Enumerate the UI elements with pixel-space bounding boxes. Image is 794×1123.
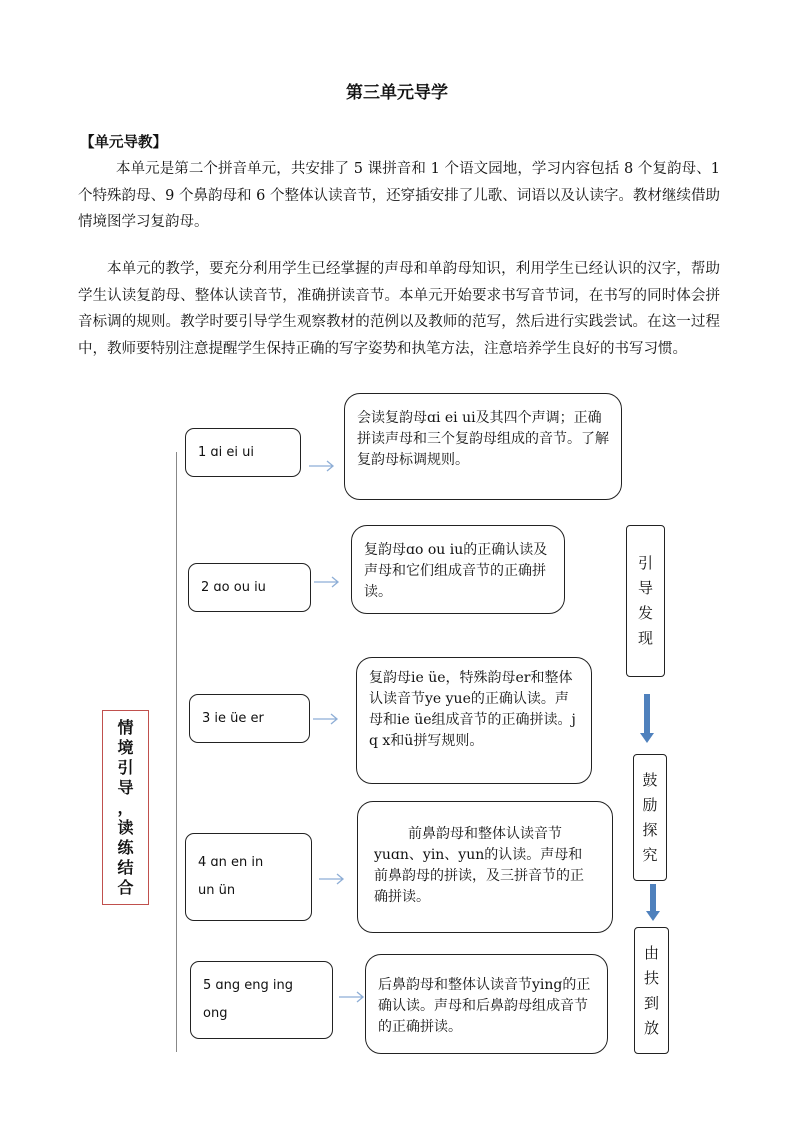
stage-char: 导	[637, 579, 653, 597]
vertical-char: 合	[117, 877, 134, 897]
arrow-right-icon	[308, 459, 336, 473]
vertical-char: 引	[117, 757, 134, 777]
stage-char: 探	[642, 820, 658, 839]
lesson-box-3	[189, 694, 310, 743]
arrow-right-icon	[313, 575, 341, 589]
stage-box-3	[634, 927, 669, 1054]
stage-char: 发	[637, 604, 653, 622]
desc-box-2: 复韵母ɑo ou iu的正确认读及声母和它们组成音节的正确拼读。	[351, 525, 565, 614]
stage-char: 由	[643, 943, 659, 962]
vertical-char: ，	[117, 797, 134, 817]
stage-char: 鼓	[642, 770, 658, 789]
arrow-right-icon	[338, 990, 366, 1004]
lesson-box-4	[185, 833, 312, 921]
stage-char: 到	[643, 993, 659, 1012]
stage-box-2	[633, 754, 667, 881]
vertical-char: 练	[117, 837, 134, 857]
paragraph-2: 本单元的教学，要充分利用学生已经掌握的声母和单韵母知识，利用学生已经认识的汉字，帮助学生认读复韵母、整体认读音节，准确拼读音节。本单元开始要求书写音节词，在书写的同时体会拼音标调的规则。教学时要引导学生观察教材的范例以及教师的范写，然后进行实践尝试。在这一过程中，教师要特别注意提醒学生保持正确的写字姿势和执笔方法，注意培养学生良好的书写习惯。	[78, 261, 720, 357]
lesson-label: 3 ie üe er	[202, 710, 264, 726]
desc-box-5: 后鼻韵母和整体认读音节ying的正确认读。声母和后鼻韵母组成音节的正确拼读。	[365, 954, 608, 1054]
vertical-char: 情	[117, 717, 134, 737]
paragraph-1: 本单元是第二个拼音单元，共安排了 5 课拼音和 1 个语文园地，学习内容包括 8 个复韵母、1 个特殊韵母、9 个鼻韵母和 6 个整体认读音节，还穿插安排了儿歌、词语以及认读字。教材继续借助情境图学习复韵母。	[78, 161, 720, 230]
stage-char: 现	[637, 629, 653, 647]
connector-line	[176, 452, 177, 1052]
stage-char: 扶	[643, 968, 659, 987]
desc-box-3: 复韵母ie üe，特殊韵母er和整体认读音节ye yue的正确认读。声母和ie üe组成音节的正确拼读。j q x和ü拼写规则。	[356, 657, 592, 784]
vertical-char: 境	[117, 737, 134, 757]
vertical-char: 导	[117, 777, 134, 797]
desc-box-4: 前鼻韵母和整体认读音节yuɑn、yin、yun的认读。声母和前鼻韵母的拼读，及三拼音节的正确拼读。	[357, 801, 613, 933]
stage-char: 究	[642, 845, 658, 864]
arrow-down-icon	[640, 694, 654, 744]
stage-char: 励	[642, 795, 658, 814]
stage-char: 放	[643, 1018, 659, 1037]
vertical-label-box	[102, 710, 149, 905]
vertical-char: 结	[117, 857, 134, 877]
arrow-right-icon	[312, 712, 340, 726]
lesson-label: 1 ɑi ei ui	[198, 444, 254, 460]
page-title: 第三单元导学	[346, 83, 448, 103]
lesson-label: un ün	[198, 883, 236, 898]
lesson-box-2	[188, 563, 311, 612]
lesson-box-1	[185, 428, 301, 477]
vertical-char: 读	[117, 817, 134, 837]
lesson-box-5	[190, 961, 333, 1039]
stage-char: 引	[637, 554, 653, 572]
stage-box-1	[626, 525, 665, 677]
arrow-right-icon	[318, 872, 346, 886]
lesson-label: 5 ɑng eng ing	[203, 978, 294, 993]
lesson-label: ong	[203, 1006, 228, 1021]
desc-box-1: 会读复韵母ɑi ei ui及其四个声调；正确拼读声母和三个复韵母组成的音节。了解复韵母标调规则。	[344, 393, 622, 500]
lesson-label: 4 ɑn en in	[198, 855, 264, 870]
arrow-down-icon	[646, 884, 660, 922]
lesson-label: 2 ɑo ou iu	[201, 579, 266, 595]
section-label: 【单元导教】	[80, 135, 167, 151]
